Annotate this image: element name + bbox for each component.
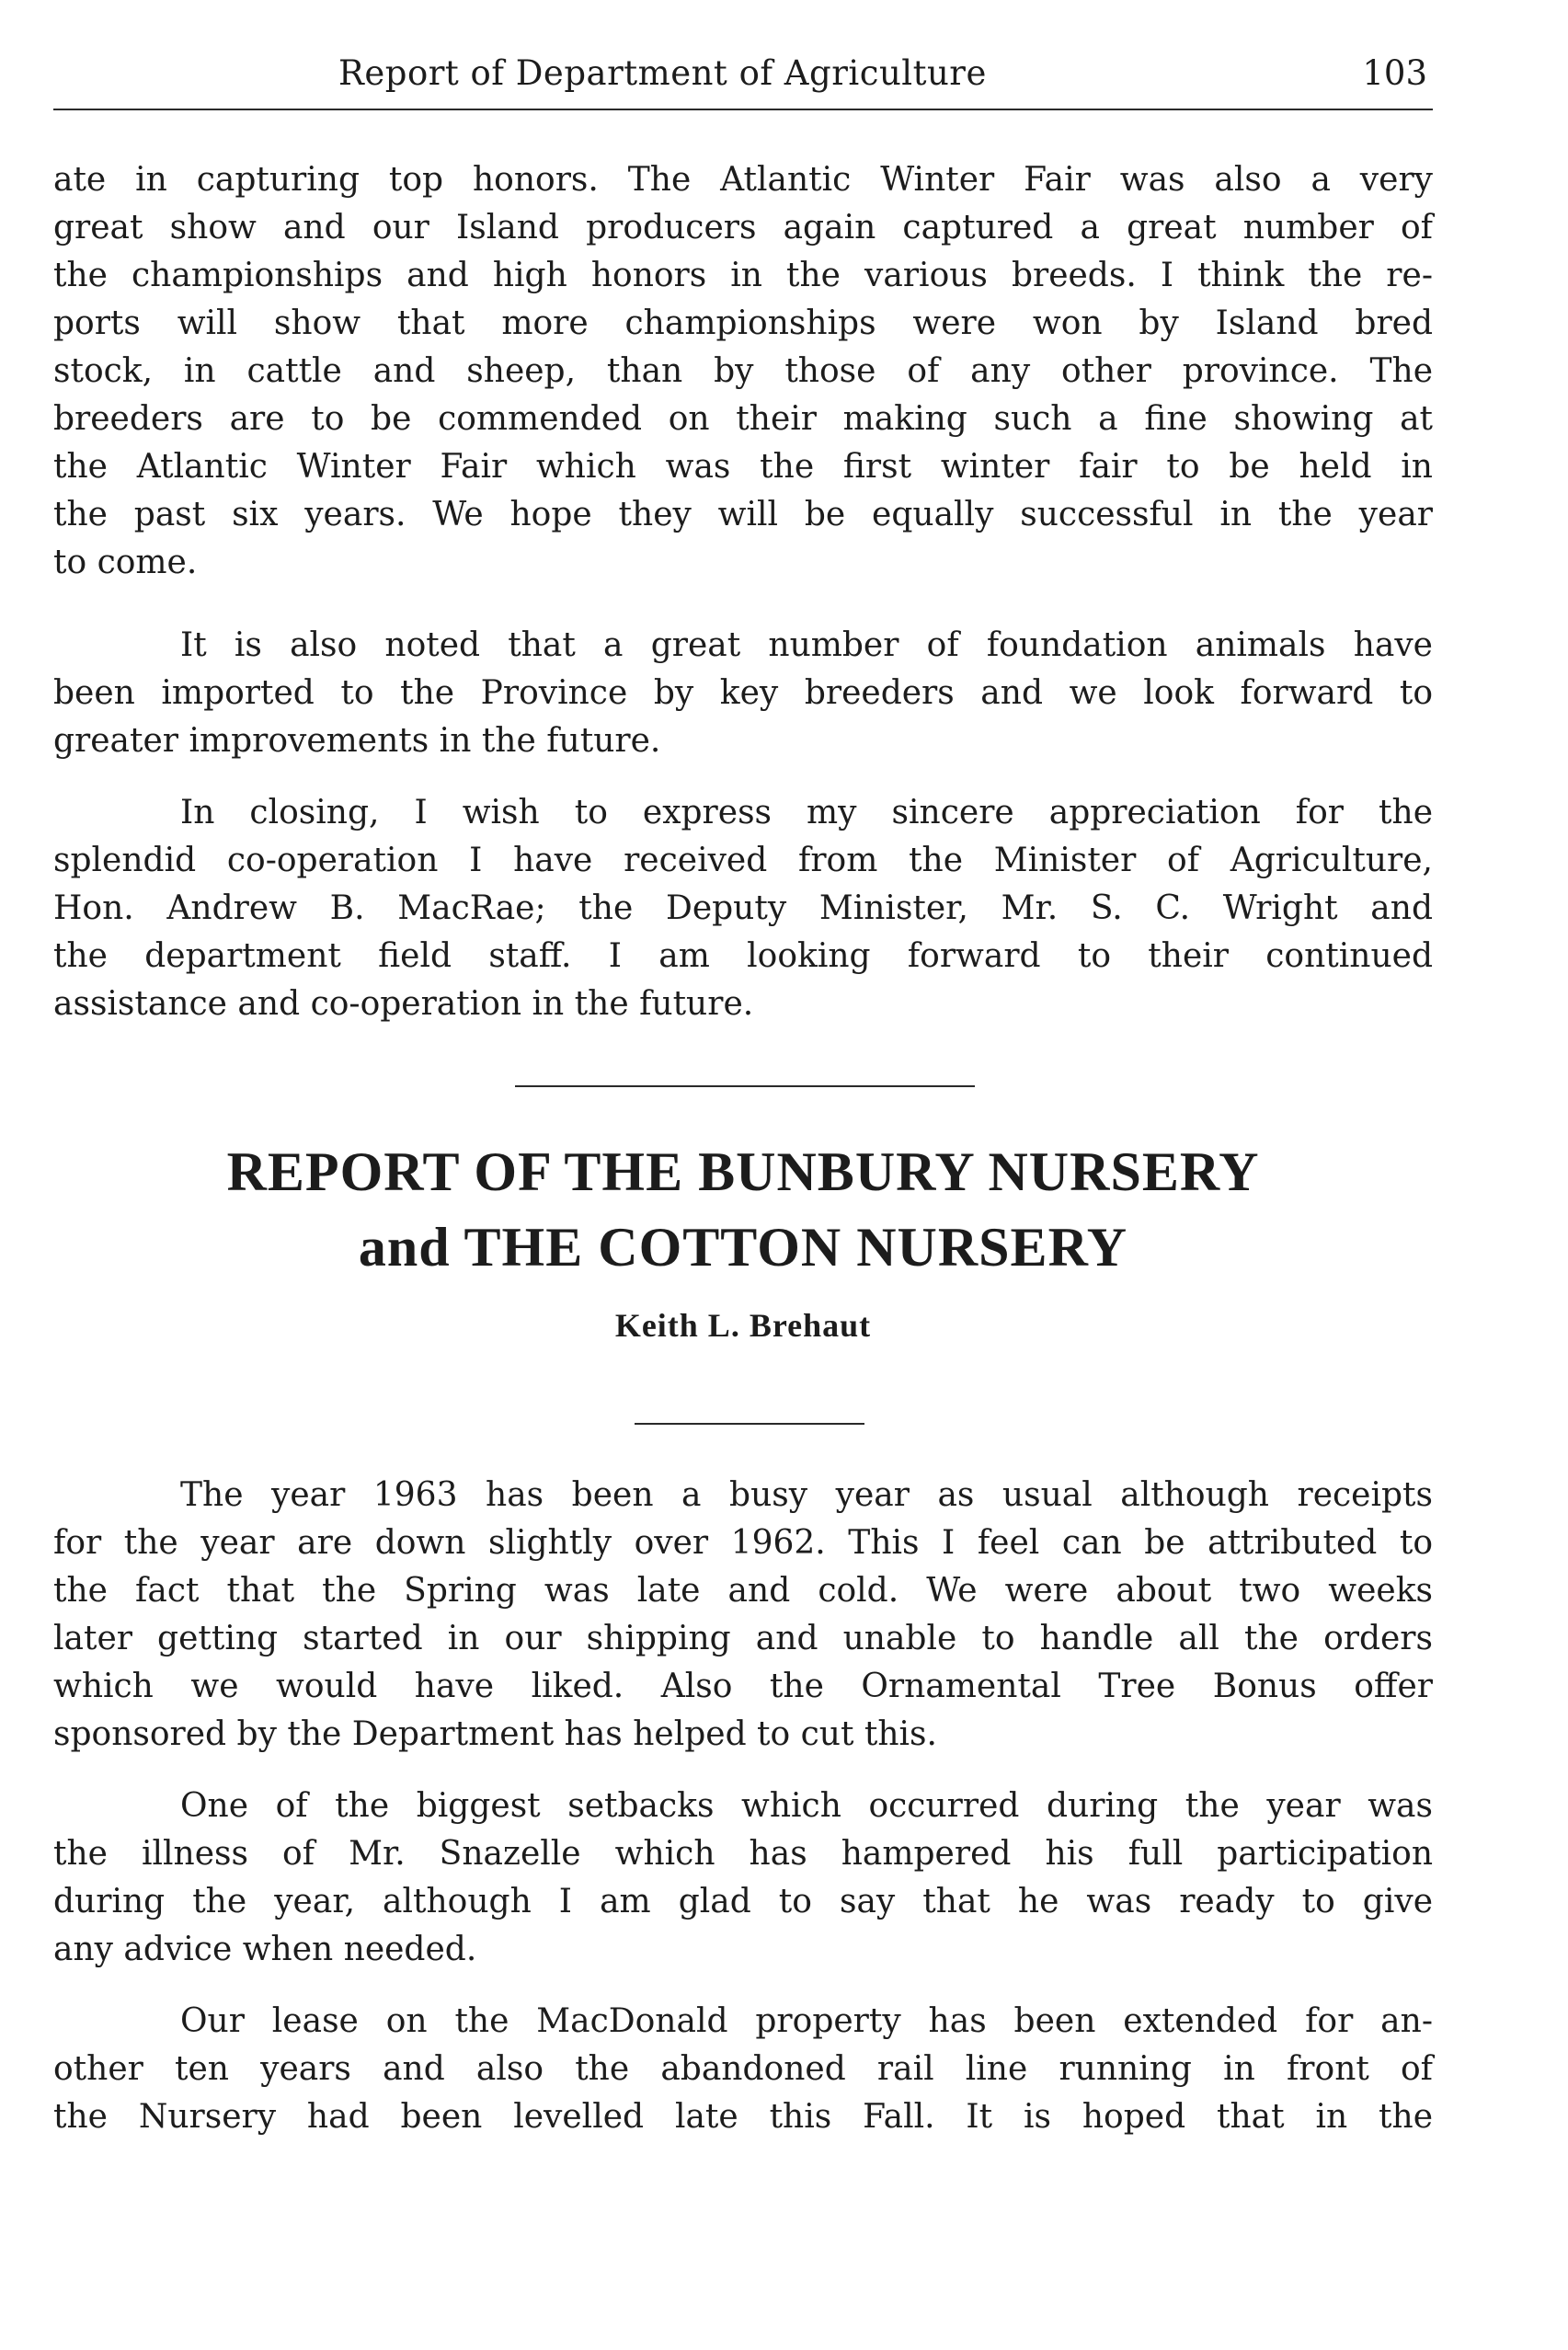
text-line: to come. — [53, 544, 198, 581]
text-line: stock, in cattle and sheep, than by those of any other province. The — [53, 352, 1433, 390]
paragraph-year-1963 — [53, 1472, 1433, 1759]
text-line: during the year, although I am glad to say that he was ready to give — [53, 1883, 1433, 1920]
running-title: Report of Department of Agriculture — [338, 53, 987, 93]
text-line: ports will show that more championships were won by Island bred — [53, 304, 1433, 342]
text-line: the Nursery had been levelled late this Fall. It is hoped that in the — [53, 2098, 1433, 2136]
text-line: greater improvements in the future. — [53, 722, 661, 760]
report-title-line1: REPORT OF THE BUNBURY NURSERY — [226, 1141, 1260, 1202]
paragraph-closing — [53, 789, 1433, 1028]
text-line: In closing, I wish to express my sincere appreciation for the — [180, 794, 1433, 831]
text-line: the fact that the Spring was late and cold. We were about two weeks — [53, 1572, 1433, 1610]
text-line: The year 1963 has been a busy year as usual although receipts — [180, 1476, 1433, 1514]
paragraph-foundation-animals — [53, 622, 1433, 765]
text-line: One of the biggest setbacks which occurred during the year was — [180, 1787, 1433, 1825]
text-line: for the year are down slightly over 1962. This I feel can be attributed to — [53, 1524, 1433, 1562]
text-line: Our lease on the MacDonald property has been extended for an- — [180, 2002, 1433, 2040]
text-line: splendid co-operation I have received from the Minister of Agriculture, — [53, 842, 1433, 879]
page-number: 103 — [1362, 53, 1427, 93]
report-author: Keith L. Brehaut — [614, 1307, 872, 1344]
text-line: assistance and co-operation in the future. — [53, 985, 754, 1023]
heading-divider — [635, 1423, 864, 1425]
text-line: It is also noted that a great number of foundation animals have — [180, 626, 1433, 664]
text-line: other ten years and also the abandoned rail line running in front of — [53, 2050, 1433, 2088]
text-line: the Atlantic Winter Fair which was the first winter fair to be held in — [53, 448, 1433, 486]
text-line: sponsored by the Department has helped to cut this. — [53, 1715, 937, 1753]
text-line: Hon. Andrew B. MacRae; the Deputy Minister, Mr. S. C. Wright and — [53, 889, 1433, 927]
text-line: ate in capturing top honors. The Atlantic Winter Fair was also a very — [53, 161, 1433, 199]
paragraph-continued-honors — [53, 156, 1433, 587]
text-line: the championships and high honors in the various breeds. I think the re- — [53, 257, 1433, 294]
text-line: any advice when needed. — [53, 1931, 477, 1968]
section-divider — [515, 1085, 975, 1087]
running-header — [53, 53, 1433, 110]
text-line: been imported to the Province by key breeders and we look forward to — [53, 674, 1433, 712]
text-line: the illness of Mr. Snazelle which has hampered his full participation — [53, 1835, 1433, 1873]
paragraph-lease — [53, 1998, 1433, 2141]
text-line: the past six years. We hope they will be equally successful in the year — [53, 496, 1433, 533]
text-line: the department field staff. I am looking forward to their continued — [53, 937, 1433, 975]
text-line: great show and our Island producers again captured a great number of — [53, 209, 1433, 246]
report-title-line2: and THE COTTON NURSERY — [358, 1217, 1128, 1278]
paragraph-setbacks — [53, 1783, 1433, 1974]
text-line: breeders are to be commended on their making such a fine showing at — [53, 400, 1433, 438]
text-line: later getting started in our shipping and unable to handle all the orders — [53, 1620, 1433, 1657]
text-line: which we would have liked. Also the Ornamental Tree Bonus offer — [53, 1668, 1433, 1705]
